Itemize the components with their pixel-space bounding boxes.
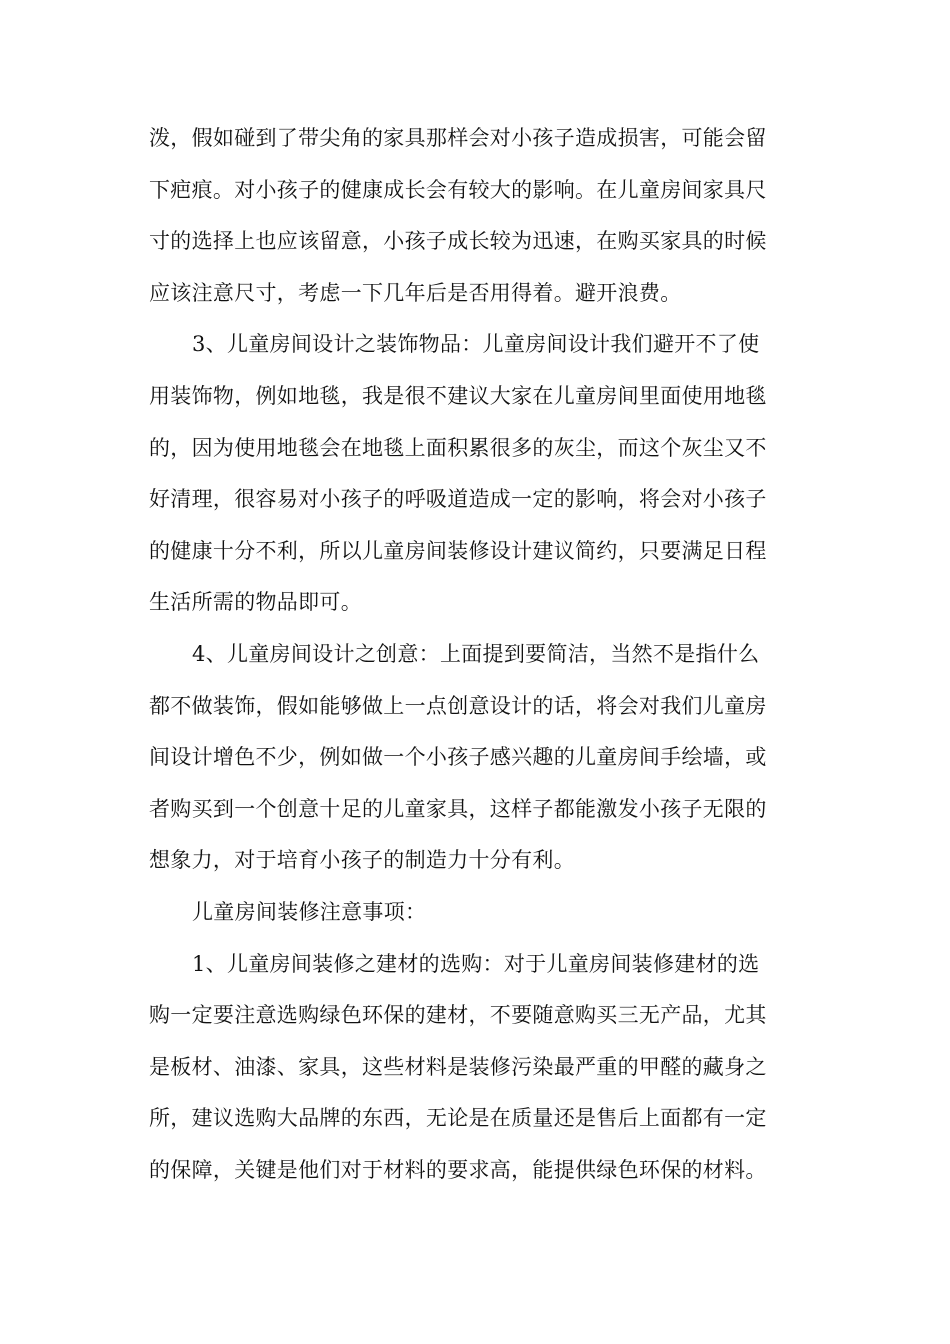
text-line: 的，因为使用地毯会在地毯上面积累很多的灰尘，而这个灰尘又不 xyxy=(149,435,767,460)
text-line: 所，建议选购大品牌的东西，无论是在质量还是售后上面都有一定 xyxy=(149,1106,767,1131)
body-text xyxy=(149,116,801,1199)
paragraph-start-line: 1、儿童房间装修之建材的选购：对于儿童房间装修建材的选 xyxy=(192,951,760,976)
text-line: 都不做装饰，假如能够做上一点创意设计的话，将会对我们儿童房 xyxy=(149,693,767,718)
text-line: 购一定要注意选购绿色环保的建材，不要随意购买三无产品，尤其 xyxy=(149,1003,767,1028)
paragraph-start-line: 4、儿童房间设计之创意：上面提到要简洁，当然不是指什么 xyxy=(192,641,760,666)
text-line: 寸的选择上也应该留意，小孩子成长较为迅速，在购买家具的时候 xyxy=(149,229,767,254)
text-line: 间设计增色不少，例如做一个小孩子感兴趣的儿童房间手绘墙，或 xyxy=(149,745,767,770)
paragraph-start-line: 3、儿童房间设计之装饰物品：儿童房间设计我们避开不了使 xyxy=(192,332,760,357)
text-line: 下疤痕。对小孩子的健康成长会有较大的影响。在儿童房间家具尺 xyxy=(149,177,767,202)
text-line: 的保障，关键是他们对于材料的要求高，能提供绿色环保的材料。 xyxy=(149,1157,767,1182)
text-line: 的健康十分不利，所以儿童房间装修设计建议简约，只要满足日程 xyxy=(149,538,767,563)
text-line: 想象力，对于培育小孩子的制造力十分有利。 xyxy=(149,848,575,873)
text-line: 好清理，很容易对小孩子的呼吸道造成一定的影响，将会对小孩子 xyxy=(149,487,767,512)
text-line: 泼，假如碰到了带尖角的家具那样会对小孩子造成损害，可能会留 xyxy=(149,126,767,150)
section-heading-line: 儿童房间装修注意事项： xyxy=(192,899,427,924)
text-line: 生活所需的物品即可。 xyxy=(149,590,362,615)
text-line: 是板材、油漆、家具，这些材料是装修污染最严重的甲醛的藏身之 xyxy=(149,1054,767,1079)
text-line: 者购买到一个创意十足的儿童家具，这样子都能激发小孩子无限的 xyxy=(149,796,767,821)
text-line: 应该注意尺寸，考虑一下几年后是否用得着。避开浪费。 xyxy=(149,280,682,305)
text-line: 用装饰物，例如地毯，我是很不建议大家在儿童房间里面使用地毯 xyxy=(149,383,767,408)
